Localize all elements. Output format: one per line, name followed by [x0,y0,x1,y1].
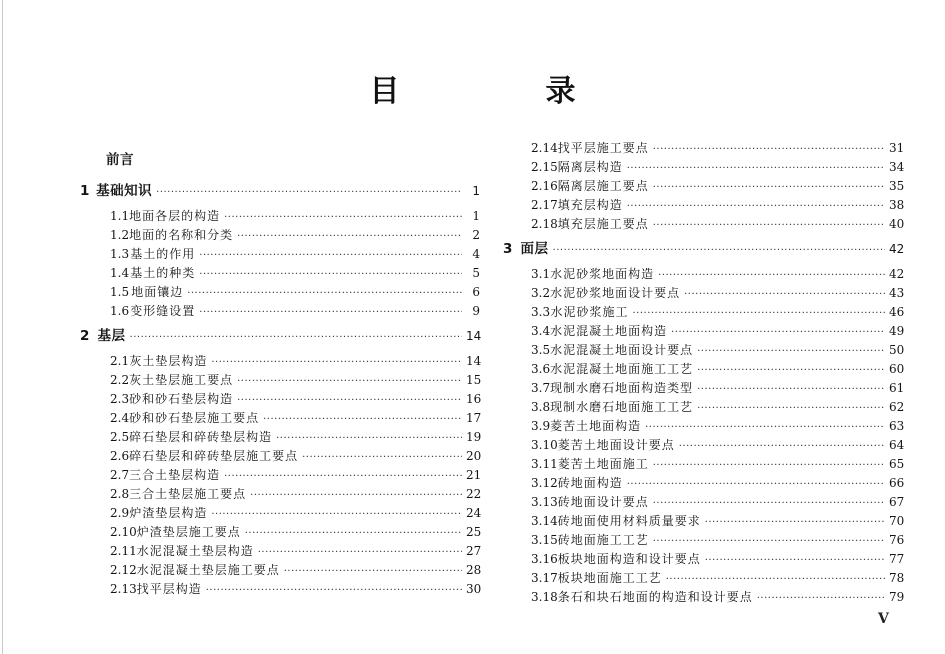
entry-page-number: 63 [889,419,905,433]
entry-page-number: 5 [472,266,480,280]
entry-title: 基层 [97,328,126,344]
entry-title: 菱苦土地面施工 [557,457,649,471]
entry-number: 2.15 [531,160,558,174]
entry-page-number: 9 [472,304,480,318]
toc-section-entry[interactable] [503,215,903,234]
toc-section-entry[interactable] [80,264,480,283]
toc-section-entry[interactable] [80,561,480,580]
dot-leader [237,391,462,410]
dot-leader [224,467,462,486]
toc-section-entry[interactable] [80,371,480,390]
entry-title: 砖地面施工工艺 [557,533,649,547]
entry-page-number: 70 [889,514,905,528]
entry-title: 菱苦土地面构造 [550,419,642,433]
entry-number: 2.9 [110,506,130,520]
toc-section-entry[interactable] [80,245,480,264]
entry-number: 2.13 [110,582,137,596]
toc-section-entry[interactable] [80,283,480,302]
dot-leader [757,589,885,608]
entry-page-number: 64 [889,438,905,452]
toc-section-entry[interactable] [80,207,480,226]
toc-section-entry[interactable] [503,322,903,341]
entry-number: 3.6 [531,362,551,376]
entry-number: 3 [503,241,513,257]
dot-leader [705,551,885,570]
entry-title: 基土的种类 [130,266,196,280]
entry-page-number: 62 [889,400,905,414]
entry-number: 2.3 [110,392,130,406]
dot-leader [658,266,885,285]
entry-page-number: 22 [466,487,482,501]
dot-leader [276,429,462,448]
entry-number: 3.3 [531,305,551,319]
entry-title: 灰土垫层施工要点 [129,373,234,387]
entry-title: 菱苦土地面设计要点 [557,438,675,452]
toc-section-entry[interactable] [80,302,480,321]
entry-page-number: 14 [466,354,482,368]
entry-title: 隔离层构造 [557,160,623,174]
entry-page-number: 30 [466,582,482,596]
toc-section-entry[interactable] [503,588,903,607]
toc-section-entry[interactable] [503,550,903,569]
entry-title: 基土的作用 [130,247,196,261]
entry-title: 填充层施工要点 [557,217,649,231]
toc-section-entry[interactable] [503,493,903,512]
dot-leader [199,303,462,322]
entry-title: 地面镶边 [131,285,184,299]
entry-title: 地面的名称和分类 [129,228,234,242]
toc-section-entry[interactable] [80,504,480,523]
dot-leader [627,159,885,178]
toc-section-entry[interactable] [80,466,480,485]
entry-number: 3.2 [531,286,551,300]
entry-page-number: 27 [466,544,482,558]
toc-section-entry[interactable] [80,523,480,542]
dot-leader [237,372,462,391]
entry-number: 1.4 [110,266,130,280]
entry-page-number: 6 [472,285,480,299]
dot-leader [632,304,885,323]
toc-section-entry[interactable] [80,580,480,599]
dot-leader [666,570,885,589]
entry-number: 2.16 [531,179,558,193]
entry-number: 2.14 [531,141,558,155]
spacer [80,170,480,182]
toc-section-entry[interactable] [80,485,480,504]
entry-page-number: 38 [889,198,905,212]
dot-leader [258,543,462,562]
entry-title: 找平层构造 [136,582,202,596]
dot-leader [653,456,885,475]
dot-leader [237,227,462,246]
entry-page-number: 19 [466,430,482,444]
entry-title: 砂和砂石垫层构造 [129,392,234,406]
entry-page-number: 46 [889,305,905,319]
toc-section-entry[interactable] [80,390,480,409]
dot-leader [250,486,462,505]
entry-title: 面层 [520,241,549,257]
entry-page-number: 4 [472,247,480,261]
entry-page-number: 1 [472,209,480,223]
dot-leader [130,328,462,347]
toc-section-entry[interactable] [503,379,903,398]
entry-number: 3.8 [531,400,551,414]
toc-chapter-entry[interactable] [503,240,903,259]
toc-section-entry[interactable] [503,341,903,360]
dot-leader [653,140,885,159]
entry-page-number: 14 [466,329,482,343]
entry-title: 灰土垫层构造 [129,354,208,368]
dot-leader [627,197,885,216]
dot-leader [627,475,885,494]
entry-title: 板块地面施工工艺 [557,571,662,585]
entry-page-number: 79 [889,590,905,604]
dot-leader [705,513,885,532]
entry-number: 3.7 [531,381,551,395]
toc-section-entry[interactable] [503,531,903,550]
entry-title: 砖地面设计要点 [557,495,649,509]
toc-section-entry[interactable] [503,436,903,455]
entry-title: 水泥混凝土垫层施工要点 [136,563,280,577]
dot-leader [206,581,462,600]
toc-section-entry[interactable] [503,360,903,379]
entry-title: 现制水磨石地面施工工艺 [550,400,694,414]
entry-page-number: 21 [466,468,482,482]
entry-number: 3.10 [531,438,558,452]
entry-title: 砂和砂石垫层施工要点 [129,411,260,425]
toc-section-entry[interactable] [503,474,903,493]
entry-number: 2.11 [110,544,137,558]
entry-page-number: 40 [889,217,905,231]
entry-title: 前言 [106,152,134,168]
entry-number: 2.10 [110,525,137,539]
entry-page-number: 76 [889,533,905,547]
entry-title: 三合土垫层施工要点 [129,487,247,501]
entry-number: 3.5 [531,343,551,357]
dot-leader [653,216,885,235]
toc-section-entry[interactable] [503,398,903,417]
toc-section-entry[interactable] [80,409,480,428]
entry-page-number: 67 [889,495,905,509]
dot-leader [684,285,885,304]
entry-title: 变形缝设置 [130,304,196,318]
entry-title: 水泥混凝土地面施工工艺 [550,362,694,376]
entry-number: 2.7 [110,468,130,482]
entry-title: 砖地面使用材料质量要求 [557,514,701,528]
entry-page-number: 17 [466,411,482,425]
entry-page-number: 43 [889,286,905,300]
entry-page-number: 65 [889,457,905,471]
entry-number: 2.1 [110,354,130,368]
entry-title: 找平层施工要点 [557,141,649,155]
entry-title: 碎石垫层和碎砖垫层施工要点 [129,449,299,463]
toc-section-entry[interactable] [80,352,480,371]
entry-page-number: 15 [466,373,482,387]
dot-leader [645,418,885,437]
entry-page-number: 66 [889,476,905,490]
entry-title: 炉渣垫层施工要点 [136,525,241,539]
dot-leader [553,241,885,260]
dot-leader [697,380,885,399]
entry-title: 板块地面构造和设计要点 [557,552,701,566]
toc-section-entry[interactable] [503,284,903,303]
entry-page-number: 50 [889,343,905,357]
toc-section-entry[interactable] [503,196,903,215]
dot-leader [224,208,462,227]
dot-leader [653,532,885,551]
toc-section-entry[interactable] [503,512,903,531]
entry-title: 水泥砂浆地面构造 [550,267,655,281]
toc-section-entry[interactable] [80,447,480,466]
toc-chapter-entry[interactable] [80,327,480,346]
toc-section-entry[interactable] [80,542,480,561]
dot-leader [697,342,885,361]
entry-number: 1.1 [110,209,130,223]
entry-page-number: 42 [889,267,905,281]
entry-title: 三合土垫层构造 [129,468,221,482]
entry-title: 水泥混凝土垫层构造 [136,544,254,558]
entry-title: 隔离层施工要点 [557,179,649,193]
dot-leader [245,524,462,543]
entry-number: 3.15 [531,533,558,547]
dot-leader [653,178,885,197]
entry-title: 现制水磨石地面构造类型 [550,381,694,395]
entry-number: 3.11 [531,457,558,471]
dot-leader [199,246,462,265]
dot-leader [302,448,462,467]
dot-leader [263,410,462,429]
entry-page-number: 16 [466,392,482,406]
toc-section-entry[interactable] [80,226,480,245]
dot-leader [697,361,885,380]
dot-leader [156,183,462,202]
entry-number: 3.12 [531,476,558,490]
toc-chapter-entry[interactable] [80,151,480,170]
dot-leader [211,353,462,372]
entry-number: 3.13 [531,495,558,509]
entry-page-number: 78 [889,571,905,585]
entry-number: 3.17 [531,571,558,585]
toc-section-entry[interactable] [503,417,903,436]
entry-page-number: 60 [889,362,905,376]
entry-title: 碎石垫层和碎砖垫层构造 [129,430,273,444]
toc-section-entry[interactable] [80,428,480,447]
entry-number: 3.1 [531,267,551,281]
page-title: 目 录 [369,74,634,109]
entry-title: 炉渣垫层构造 [129,506,208,520]
entry-number: 1.5 [110,285,130,299]
toc-section-entry[interactable] [503,569,903,588]
dot-leader [187,284,462,303]
page-number: V [878,611,889,627]
entry-title: 基础知识 [96,183,153,199]
entry-page-number: 42 [889,242,905,256]
dot-leader [199,265,462,284]
entry-number: 3.16 [531,552,558,566]
toc-section-entry[interactable] [503,139,903,158]
toc-left-column [80,151,480,599]
entry-number: 2 [80,328,90,344]
entry-number: 2.12 [110,563,137,577]
entry-number: 3.14 [531,514,558,528]
toc-section-entry[interactable] [503,303,903,322]
dot-leader [697,399,885,418]
entry-number: 1.2 [110,228,130,242]
entry-number: 2.8 [110,487,130,501]
entry-title: 条石和块石地面的构造和设计要点 [557,590,753,604]
dot-leader [671,323,885,342]
entry-title: 填充层构造 [557,198,623,212]
toc-chapter-entry[interactable] [80,182,480,201]
entry-page-number: 61 [889,381,905,395]
entry-title: 水泥砂浆施工 [550,305,629,319]
entry-title: 地面各层的构造 [129,209,221,223]
page-edge-line [2,0,3,654]
entry-page-number: 1 [472,184,480,198]
entry-page-number: 31 [889,141,905,155]
entry-number: 2.17 [531,198,558,212]
entry-page-number: 28 [466,563,482,577]
entry-number: 2.18 [531,217,558,231]
toc-section-entry[interactable] [503,177,903,196]
entry-number: 1.3 [110,247,130,261]
entry-page-number: 49 [889,324,905,338]
entry-number: 2.5 [110,430,130,444]
entry-title: 砖地面构造 [557,476,623,490]
entry-number: 1.6 [110,304,130,318]
entry-number: 3.9 [531,419,551,433]
entry-number: 2.6 [110,449,130,463]
toc-right-column [503,139,903,607]
entry-number: 1 [80,183,90,199]
entry-number: 2.4 [110,411,130,425]
entry-title: 水泥混凝土地面构造 [550,324,668,338]
dot-leader [679,437,885,456]
entry-title: 水泥砂浆地面设计要点 [550,286,681,300]
toc-section-entry[interactable] [503,158,903,177]
dot-leader [653,494,885,513]
entry-title: 水泥混凝土地面设计要点 [550,343,694,357]
entry-page-number: 34 [889,160,905,174]
entry-page-number: 77 [889,552,905,566]
entry-number: 3.18 [531,590,558,604]
toc-section-entry[interactable] [503,265,903,284]
entry-number: 3.4 [531,324,551,338]
entry-page-number: 24 [466,506,482,520]
entry-page-number: 2 [472,228,480,242]
toc-section-entry[interactable] [503,455,903,474]
entry-page-number: 35 [889,179,905,193]
entry-page-number: 25 [466,525,482,539]
dot-leader [284,562,462,581]
dot-leader [211,505,462,524]
entry-page-number: 20 [466,449,482,463]
entry-number: 2.2 [110,373,130,387]
